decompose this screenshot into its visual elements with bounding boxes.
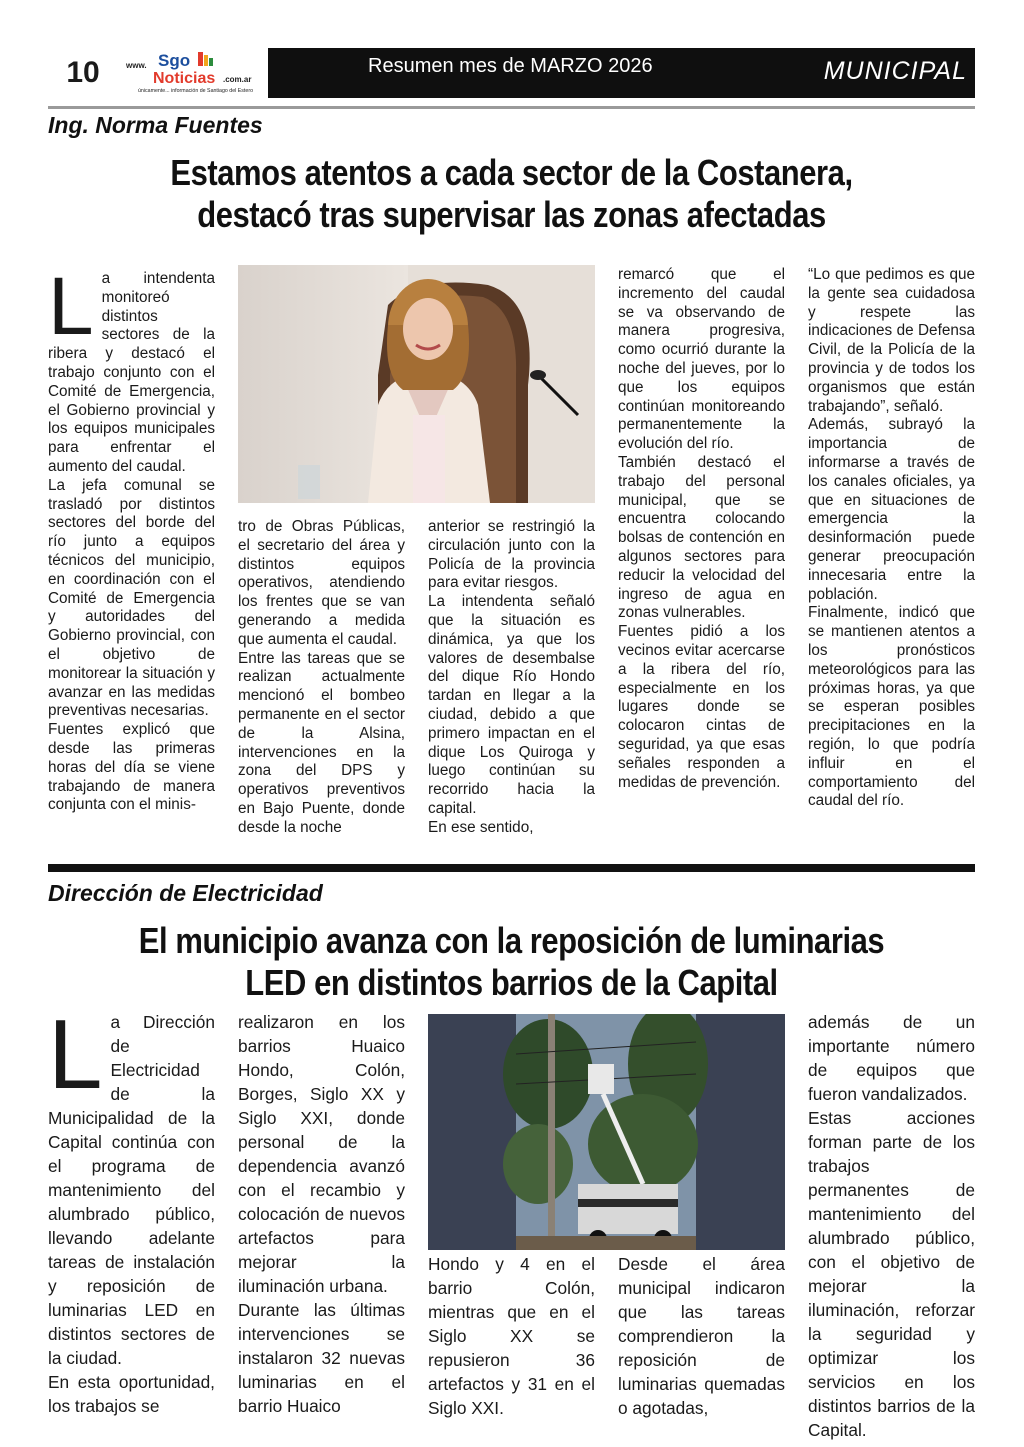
page-number: 10 <box>66 56 100 89</box>
paragraph: En esta oportunidad, los trabajos se <box>48 1372 215 1416</box>
article1-column-5 <box>808 266 975 811</box>
article1-column-3 <box>428 518 595 838</box>
paragraph: a intendenta monitoreó distintos sectores de la ribera y destacó el trabajo conjunto con el Comité de Emergencia, el Gobierno provincial y los equipos municipales para enfrentar el aumento del caudal. <box>48 270 215 475</box>
header-bar <box>268 48 975 98</box>
article2-headline <box>113 920 910 1004</box>
paragraph: En ese sentido, <box>428 818 534 836</box>
paragraph: a Dirección de Electricidad de la Municipalidad de la Capital continúa con el programa de mantenimiento del alumbrado público, llevando adelante tareas de instalación y reposición de luminarias LED en distintos sectores de la ciudad. <box>48 1012 215 1368</box>
paragraph: tro de Obras Públicas, el secretario del área y distintos equipos operativos, atendiendo los frentes que se van generando a medida que aumenta el caudal. <box>238 518 405 648</box>
paragraph: además de un importante número de equipos que fueron vandalizados. <box>808 1012 975 1104</box>
article1-column-4 <box>618 266 785 792</box>
article1-column-1 <box>48 261 215 815</box>
article1-column-2 <box>238 518 405 838</box>
paragraph: Entre las tareas que se realizan actualmente mencionó el bombeo permanente en el sector de la Alsina, intervenciones en la zona del DPS y operativos preventivos en Bajo Puente, donde desde la noche <box>238 649 405 836</box>
dropcap: L <box>48 261 94 352</box>
luminarias-photo <box>428 1014 785 1250</box>
logo-domain: .com.ar <box>223 75 252 84</box>
article2-column-4 <box>618 1252 785 1420</box>
paragraph: Finalmente, indicó que se mantienen atentos a los pronósticos meteorológicos para las próximas horas, ya que se esperan posibles precipitaciones en la región, lo que podría influir en el comportamiento del caudal del río. <box>808 604 975 810</box>
paragraph: anterior se restringió la circulación junto con la Policía de la provincia para evitar riesgos. <box>428 518 595 592</box>
section-title: MUNICIPAL <box>823 57 967 85</box>
article2-column-1 <box>48 999 215 1418</box>
dropcap: L <box>48 999 103 1109</box>
paragraph: Durante las últimas intervenciones se instalaron 32 nuevas luminarias en el barrio Huaico <box>238 1300 405 1416</box>
article1-headline <box>113 152 910 236</box>
paragraph: Además, subrayó la importancia de informarse a través de los canales oficiales, ya que en situaciones de emergencia la desinformación puede generar preocupación innecesaria entre la población. <box>808 416 975 603</box>
paragraph: remarcó que el incremento del caudal se va observando de manera progresiva, como ocurrió durante la noche del jueves, por lo que los equipos continúan monitoreando permanentemente la evolución del río. <box>618 266 785 453</box>
paragraph: Fuentes explicó que desde las primeras horas del día se viene trabajando de manera conjunta con el minis- <box>48 721 215 814</box>
article2-kicker: Dirección de Electricidad <box>48 880 323 906</box>
article2-headline-line2: LED en distintos barrios de la Capital <box>245 962 778 1003</box>
logo-tagline: únicamente... información de Santiago del Estero <box>138 88 254 94</box>
paragraph: También destacó el trabajo del personal municipal, que se encuentra colocando bolsas de contención en algunos sectores para reducir la velocidad del ingreso de agua en zonas vulnerables. <box>618 453 785 622</box>
paragraph: realizaron en los barrios Huaico Hondo, Colón, Borges, Siglo XX y Siglo XXI, donde personal de la dependencia avanzó con el recambio y colocación de nuevos artefactos para mejorar la iluminación urbana. <box>238 1012 405 1296</box>
paragraph: Estas acciones forman parte de los trabajos permanentes de mantenimiento del alumbrado público, con el objetivo de mejorar la iluminación, reforzar la seguridad y optimizar los servicios en los distintos barrios de la Capital. <box>808 1108 975 1440</box>
paragraph: La jefa comunal se trasladó por distintos sectores del borde del río junto a equipos técnicos del municipio, en coordinación con el Comité de Emergencia y autoridades del Gobierno provincial, con el objetivo de monitorear la situación y avanzar en las medidas preventivas necesarias. <box>48 476 215 720</box>
issue-summary: Resumen mes de MARZO 2026 <box>368 55 653 77</box>
logo-sgo: Sgo <box>158 51 191 70</box>
paragraph: Fuentes pidió a los vecinos evitar acercarse a la ribera del río, especialmente en los lugares donde se colocaron cintas de seguridad, ya que esas señales responden a medidas de prevención. <box>618 623 785 791</box>
article1-kicker: Ing. Norma Fuentes <box>48 112 263 138</box>
paragraph: Hondo y 4 en el barrio Colón, mientras que en el Siglo XX se repusieron 36 artefactos y 31 en el Siglo XXI. <box>428 1254 595 1418</box>
header-rule <box>48 106 975 109</box>
article-divider <box>48 864 975 872</box>
article2-column-2 <box>238 1010 405 1418</box>
sgo-noticias-logo <box>118 48 268 98</box>
article1-headline-line1: Estamos atentos a cada sector de la Costanera, <box>170 152 853 193</box>
intendenta-photo <box>238 265 595 503</box>
paragraph: Desde el área municipal indicaron que las tareas comprendieron la reposición de luminarias quemadas o agotadas, <box>618 1254 785 1418</box>
logo-www: www. <box>126 61 147 70</box>
paragraph: La intendenta señaló que la situación es dinámica, ya que los valores de desembalse del dique Río Hondo tardan en llegar a la ciudad, debido a que primero impactan en el dique Los Quiroga y luego continúan su recorrido hacia la capital. <box>428 593 595 817</box>
logo-noticias: Noticias <box>153 70 216 87</box>
article2-column-5 <box>808 1010 975 1442</box>
paragraph: “Lo que pedimos es que la gente sea cuidadosa y respete las indicaciones de Defensa Civil, de la Policía de la provincia y de todos los organismos que están trabajando”, señaló. <box>808 266 975 415</box>
article2-headline-line1: El municipio avanza con la reposición de luminarias <box>138 920 885 961</box>
article1-headline-line2: destacó tras supervisar las zonas afectadas <box>197 194 826 235</box>
article2-column-3 <box>428 1252 595 1420</box>
